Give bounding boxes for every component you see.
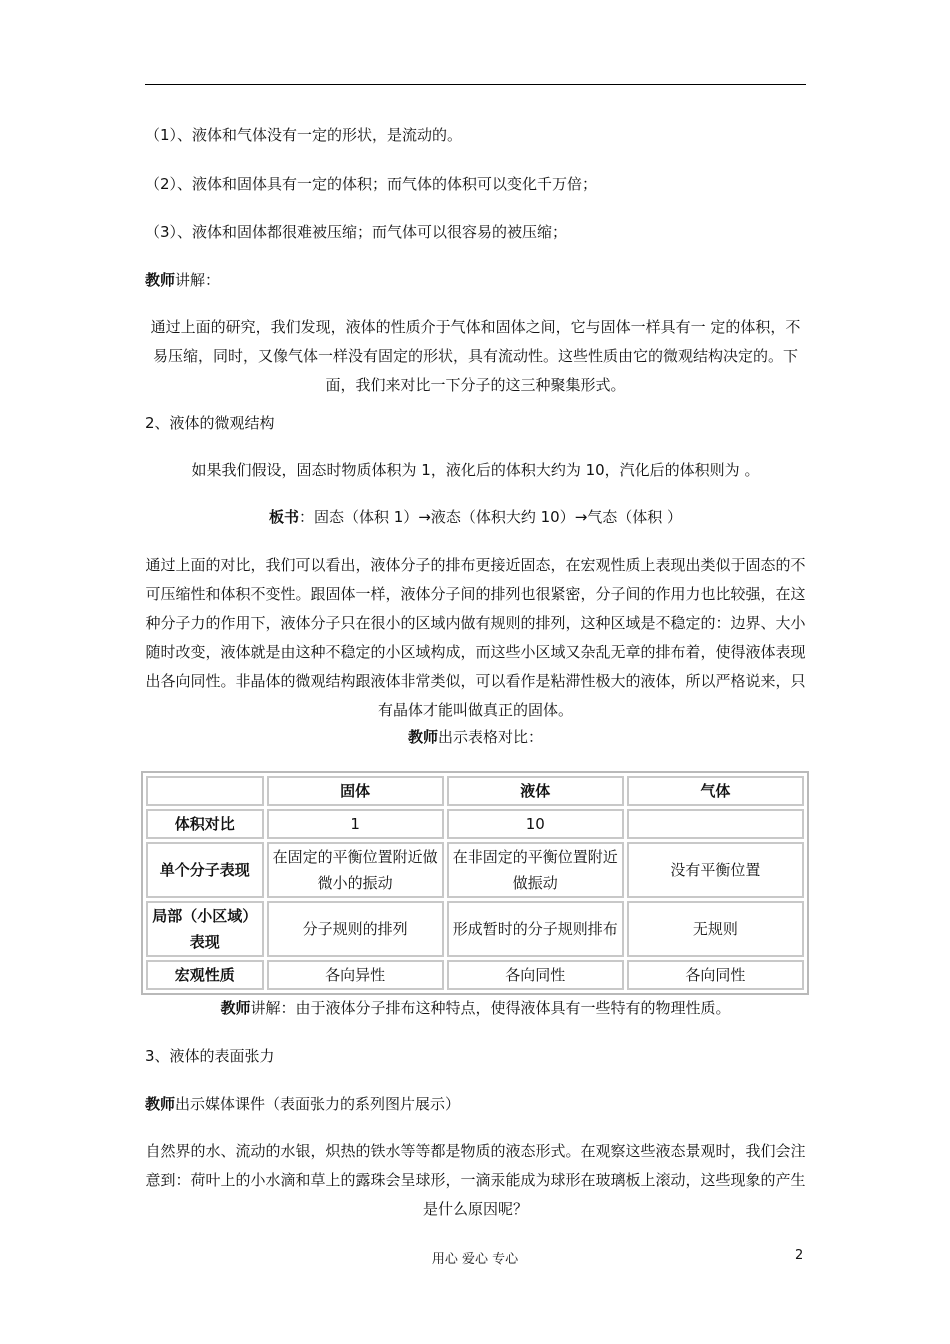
table-cell: 形成暂时的分子规则排布 [447,901,624,957]
table-cell: 分子规则的排列 [267,901,444,957]
board-rest: ：固态（体积 1）→液态（体积大约 10）→气态（体积 ） [298,508,683,526]
table-cell: 1 [267,809,444,839]
board-bold: 板书 [268,508,299,526]
table-cell: 没有平衡位置 [627,842,804,898]
paragraph-3: 通过上面的对比，我们可以看出，液体分子的排布更接近固态，在宏观性质上表现出类似于固态的不可压缩性和体积不变性。跟固体一样，液体分子间的排列也很紧密，分子间的作用力也比较强，在这种分子力的作用下，液体分子只在很小的区域内做有规则的排列，这种区域是不稳定的：边界、大小随时改变，液体就是由这种不稳定的小区域构成，而这些小区域又杂乱无章的排布着，使得液体表现出各向同性。非晶体的微观结构跟液体非常类似，可以看作是粘滞性极大的液体，所以严格说来，只有晶体才能叫做真正的固体。 [145,556,806,719]
point-2: （2）、液体和固体具有一定的体积；而气体的体积可以变化千万倍； [145,175,598,193]
table-cell: 各向同性 [627,960,804,990]
table-cell: 在非固定的平衡位置附近做振动 [447,842,624,898]
row-label: 体积对比 [146,809,264,839]
section-heading-3: 3、液体的表面张力 [145,1047,275,1065]
page-footer: 用心 爱心 专心 [431,1252,519,1267]
table-caption-bold: 教师 [407,728,438,746]
teacher-media [145,1090,806,1119]
page-number: 2 [795,1248,804,1263]
header-cell [146,776,264,806]
table-cell: 无规则 [627,901,804,957]
table-header-row [146,776,804,806]
teacher-media-bold: 教师 [145,1095,176,1113]
row-label: 宏观性质 [146,960,264,990]
table-cell: 各向异性 [267,960,444,990]
paragraph-2: 如果我们假设，固态时物质体积为 1，液化后的体积大约为 10，汽化后的体积则为 。 [191,461,760,479]
teacher-explain-2-bold: 教师 [220,999,251,1017]
table-cell [627,809,804,839]
teacher-explain-label [145,266,806,295]
table-row [146,842,804,898]
teacher-media-rest: 出示媒体课件（表面张力的系列图片展示） [175,1095,461,1113]
teacher-bold: 教师 [145,271,176,289]
header-cell: 固体 [267,776,444,806]
teacher-explain-rest: 讲解： [175,271,221,289]
table-cell: 各向同性 [447,960,624,990]
point-1: （1）、液体和气体没有一定的形状，是流动的。 [145,126,463,144]
header-rule [145,84,806,85]
table-row [146,809,804,839]
table-caption [145,723,806,752]
table-caption-rest: 出示表格对比： [438,728,544,746]
header-cell: 液体 [447,776,624,806]
table-row [146,901,804,957]
board-note [145,503,806,532]
row-label: 局部（小区域）表现 [146,901,264,957]
teacher-explain-2-rest: 讲解：由于液体分子排布这种特点，使得液体具有一些特有的物理性质。 [250,999,731,1017]
paragraph-1: 通过上面的研究，我们发现，液体的性质介于气体和固体之间，它与固体一样具有一 定的体积，不易压缩，同时，又像气体一样没有固定的形状，具有流动性。这些性质由它的微观结构决定的。下面，我们来对比一下分子的这三种聚集形式。 [150,318,801,394]
teacher-explain-2 [145,994,806,1023]
header-cell: 气体 [627,776,804,806]
section-heading-2: 2、液体的微观结构 [145,414,275,432]
table-cell: 在固定的平衡位置附近做微小的振动 [267,842,444,898]
table-row [146,960,804,990]
table-cell: 10 [447,809,624,839]
row-label: 单个分子表现 [146,842,264,898]
point-3: （3）、液体和固体都很难被压缩；而气体可以很容易的被压缩； [145,223,568,241]
comparison-table [141,771,809,995]
paragraph-4: 自然界的水、流动的水银，炽热的铁水等等都是物质的液态形式。在观察这些液态景观时，我们会注意到：荷叶上的小水滴和草上的露珠会呈球形，一滴汞能成为球形在玻璃板上滚动，这些现象的产生是什么原因呢？ [145,1142,806,1218]
